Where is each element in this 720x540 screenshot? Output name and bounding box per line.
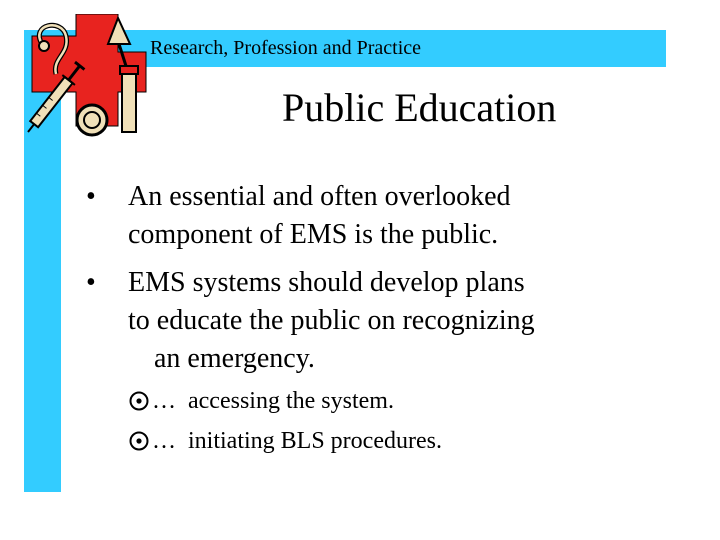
circled-dot-icon [128, 390, 150, 412]
bullet-line: component of EMS is the public. [128, 219, 499, 250]
bullet-line: An essential and often overlooked [128, 181, 511, 212]
bullet-line: an emergency. [154, 343, 315, 374]
sub-bullet-text: accessing the system. [188, 388, 394, 414]
sub-bullet-ellipsis: … [152, 428, 176, 454]
section-header: Research, Profession and Practice [150, 37, 422, 59]
sub-bullet-text: initiating BLS procedures. [188, 428, 442, 454]
bullet-marker: • [86, 181, 96, 212]
circled-dot-icon [128, 430, 150, 452]
medical-instruments-icon [22, 14, 152, 140]
bullet-line: to educate the public on recognizing [128, 305, 535, 336]
sub-bullet [128, 426, 442, 456]
bullet-line: EMS systems should develop plans [128, 267, 525, 298]
bullet-marker: • [86, 267, 96, 298]
sub-bullet [128, 386, 394, 416]
slide-title: Public Education [282, 85, 557, 130]
sub-bullet-ellipsis: … [152, 388, 176, 414]
